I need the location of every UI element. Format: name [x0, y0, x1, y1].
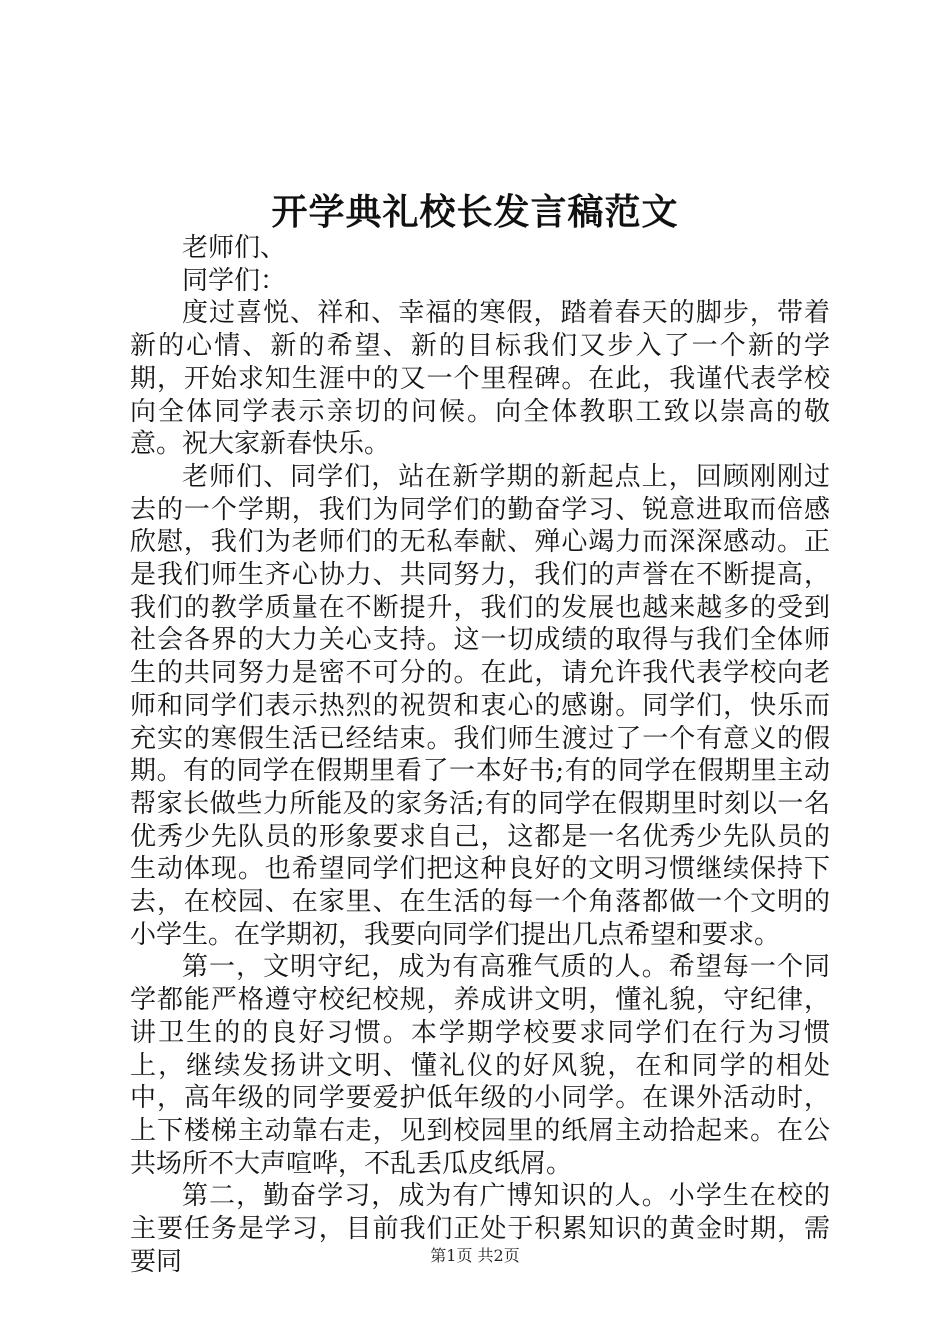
- page-footer: 第1页 共2页: [430, 1246, 520, 1265]
- paragraph: 第一，文明守纪，成为有高雅气质的人。希望每一个同学都能严格遵守校纪校规，养成讲文明，懂礼貌，守纪律，讲卫生的的良好习惯。本学期学校要求同学们在行为习惯上，继续发扬讲文明、懂礼仪的好风貌，在和同学的相处中，高年级的同学要爱护低年级的小同学。在课外活动时，上下楼梯主动靠右走，见到校园里的纸屑主动拾起来。在公共场所不大声喧哗，不乱丢瓜皮纸屑。: [130, 952, 830, 1179]
- page-title: 开学典礼校长发言稿范文: [271, 191, 679, 233]
- paragraph: 老师们、同学们，站在新学期的新起点上，回顾刚刚过去的一个学期，我们为同学们的勤奋学习、锐意进取而倍感欣慰，我们为老师们的无私奉献、殚心竭力而深深感动。正是我们师生齐心协力、共同努力，我们的声誉在不断提高，我们的教学质量在不断提升，我们的发展也越来越多的受到社会各界的大力关心支持。这一切成绩的取得与我们全体师生的共同努力是密不可分的。在此，请允许我代表学校向老师和同学们表示热烈的祝贺和衷心的感谢。同学们，快乐而充实的寒假生活已经结束。我们师生渡过了一个有意义的假期。有的同学在假期里看了一本好书;有的同学在假期里主动帮家长做些力所能及的家务活;有的同学在假期里时刻以一名优秀少先队员的形象要求自己，这都是一名优秀少先队员的生动体现。也希望同学们把这种良好的文明习惯继续保持下去，在校园、在家里、在生活的每一个角落都做一个文明的小学生。在学期初，我要向同学们提出几点希望和要求。: [130, 461, 830, 950]
- paragraph: 第二，勤奋学习，成为有广博知识的人。小学生在校的主要任务是学习，目前我们正处于积累知识的黄金时期，需要同: [130, 1181, 830, 1277]
- paragraph: 度过喜悦、祥和、幸福的寒假，踏着春天的脚步，带着新的心情、新的希望、新的目标我们又步入了一个新的学期，开始求知生涯中的又一个里程碑。在此，我谨代表学校向全体同学表示亲切的问候。向全体教职工致以崇高的敬意。祝大家新春快乐。: [130, 298, 830, 460]
- greeting-line: 老师们、: [182, 233, 287, 263]
- document-body: [130, 232, 830, 1279]
- greeting-line: 同学们：: [182, 265, 287, 296]
